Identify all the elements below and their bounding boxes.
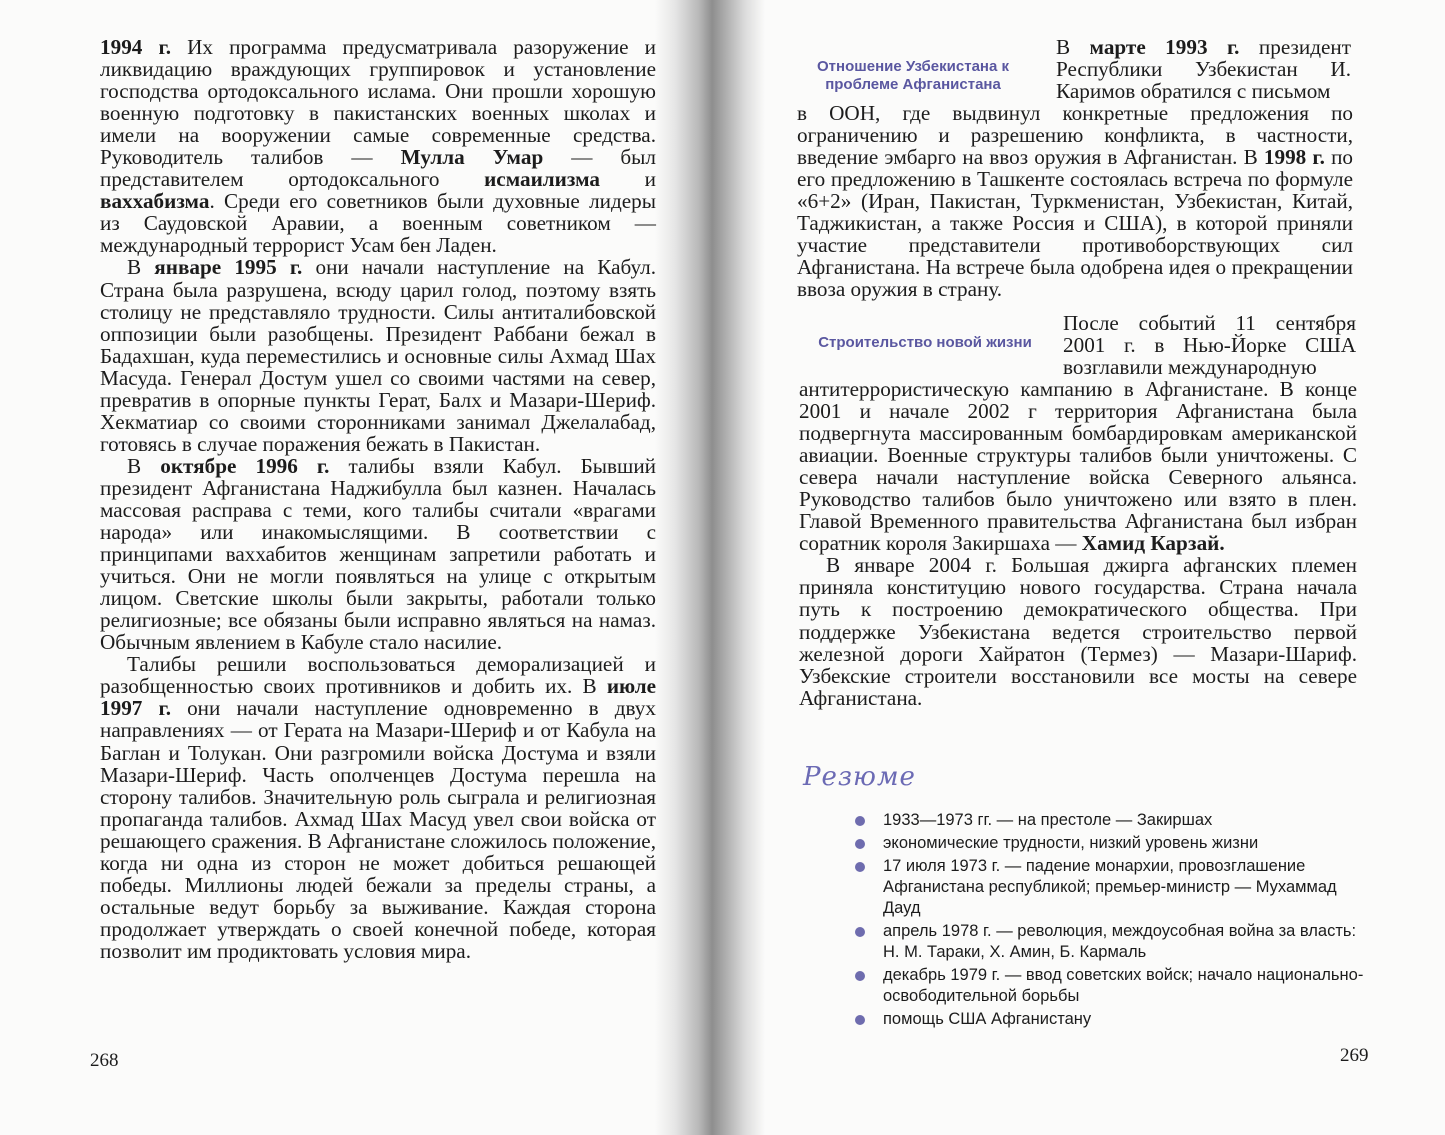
summary-item-text: декабрь 1979 г. — ввод советских войск; начало национально-освободительной борьбы (883, 966, 1364, 1005)
text-run: В январе 2004 г. Большая джирга афганских племен приняла конституцию нового государства. Страна начала путь к построению демократического общества. При поддержке Узбекистана ведется строительство первой железной дороги Хайратон (Термез) — Мазари-Шариф. Узбекские строители восстановили все мосты на севере Афганистана. (799, 553, 1357, 710)
bold-text: 1994 г. (100, 35, 171, 59)
text-run: и (599, 167, 656, 192)
summary-item (855, 833, 1375, 854)
sidebar-heading-uzbekistan: Отношение Узбекистана к проблеме Афганистана (817, 58, 1009, 93)
bold-text: январе 1995 г. (154, 255, 303, 280)
sidebar-heading-new-life: Строительство новой жизни (818, 334, 1032, 351)
bullet-icon (855, 816, 865, 826)
bold-text: октябре 1996 г. (160, 453, 330, 478)
paragraph (799, 554, 1357, 708)
left-page (0, 0, 680, 1135)
summary-item (855, 965, 1375, 1007)
bullet-icon (855, 839, 865, 849)
right-page (765, 0, 1445, 1135)
text-run: В (127, 453, 161, 478)
text-run: Их программа предусматривала разоружение и ликвидацию враждующих группировок и установление господства ортодоксального ислама. Они прошли хорошую военную подготовку в пакистанских военных школах и имели на вооружении самые современные средства. Руководитель талибов — (100, 35, 656, 170)
text-run: талибы взяли Кабул. Бывший президент Афганистана Наджибулла был казнен. Началась массовая расправа с теми, кого талибы считали «врагами народа» или инакомыслящими. В соответствии с принципами ваххабитов женщинам запретили работать и учиться. Они не могли появляться на улице с открытым лицом. Светские школы были закрыты, работали только религиозные; все обязаны были исправно являться на намаз. Обычным явлением в Кабуле стало насилие. (100, 453, 656, 655)
page-number: 269 (1340, 1045, 1369, 1066)
paragraph (100, 256, 656, 454)
bold-text: исмаилизма (484, 167, 600, 192)
bold-text: июле 1997 г. (100, 674, 656, 721)
text-run: . Среди его советников были духовные лидеры из Саудовской Аравии, а военным советником — международный террорист Усам бен Ладен. (100, 189, 656, 258)
bold-text: Мулла Умар (400, 145, 544, 170)
page-number: 268 (90, 1050, 119, 1071)
text-run: президент Республики Узбекистан И. Каримов обратился с письмом (1056, 35, 1351, 104)
paragraph-intro (1056, 36, 1351, 102)
summary-item (855, 810, 1375, 831)
summary-item-text: экономические трудности, низкий уровень жизни (883, 834, 1259, 852)
paragraph (100, 36, 656, 256)
bullet-icon (855, 927, 865, 937)
bold-text: Хамид Карзай. (1081, 531, 1225, 556)
text-run: — был представителем ортодоксального (100, 145, 656, 192)
text-run: они начали наступление на Кабул. Страна была разрушена, всюду царил голод, поэтому взять столицу не представляло трудности. Силы антиталибовской оппозиции были разобщены. Президент Раббани бежал в Бадахшан, куда переместились и основные силы Ахмад Шах Масуда. Генерал Достум ушел со своими частями на север, превратив в опорные пункты Герат, Балх и Мазари-Шериф. Хекматиар со своими сторонниками занимал Джелалабад, готовясь в случае поражения бежать в Пакистан. (100, 255, 656, 456)
paragraph-intro (1063, 312, 1356, 378)
summary-item (855, 1009, 1375, 1030)
text-run: в ООН, где выдвинул конкретные предложения по ограничению и разрешению конфликта, в частности, введение эмбарго на ввоз оружия в Афганистан. В (797, 101, 1353, 170)
text-run: В (127, 255, 155, 280)
bullet-icon (855, 862, 865, 872)
summary-item-text: 1933—1973 гг. — на престоле — Закиршах (883, 811, 1213, 829)
bold-text: марте 1993 г. (1089, 35, 1240, 59)
paragraph (799, 378, 1357, 709)
summary-list (855, 810, 1375, 1032)
summary-item-text: апрель 1978 г. — революция, междоусобная война за власть: Н. М. Тараки, Х. Амин, Б. Кармаль (883, 922, 1357, 961)
bullet-icon (855, 971, 865, 981)
text-run: После событий 11 сентября 2001 г. в Нью-Йорке США возглавили международную (1063, 311, 1356, 380)
paragraph (100, 455, 656, 653)
text-run: Талибы решили воспользоваться деморализацией и разобщенностью своих противников и добить их. В (100, 652, 656, 699)
summary-item-text: помощь США Афганистану (883, 1010, 1092, 1028)
summary-title: Резюме (803, 762, 916, 792)
bold-text: 1998 г. (1263, 145, 1325, 170)
left-page-text (100, 36, 656, 962)
paragraph (797, 102, 1353, 300)
text-run: они начали наступление одновременно в двух направлениях — от Герата на Мазари-Шериф и от Кабула на Баглан и Толукан. Они разгромили войска Достума и взяли Мазари-Шериф. Часть ополченцев Достума перешла на сторону талибов. Значительную роль сыграла и религиозная пропаганда талибов. Ахмад Шах Масуд увел свои войска от решающего сражения. В Афганистане сложилось положение, когда ни одна из сторон не может добиться решающей победы. Миллионы людей бежали за пределы страны, а остальные ведут борьбу за выживание. Каждая сторона продолжает утверждать о своей конечной победе, которая позволит им продиктовать условия мира. (100, 696, 656, 963)
bold-text: ваххабизма (100, 189, 210, 214)
summary-item-text: 17 июля 1973 г. — падение монархии, провозглашение Афганистана республикой; премьер-министр — Мухаммад Дауд (883, 857, 1337, 917)
summary-item (855, 856, 1375, 919)
paragraph-part (799, 378, 1357, 554)
summary-item (855, 921, 1375, 963)
bullet-icon (855, 1015, 865, 1025)
text-run: В (1056, 35, 1090, 59)
text-run: по его предложению в Ташкенте состоялась встреча по формуле «6+2» (Иран, Пакистан, Туркменистан, Узбекистан, Китай, Таджикистан, а также Россия и США), в которой приняли участие представители противоборствующих сил Афганистана. На встрече была одобрена идея о прекращении ввоза оружия в страну. (797, 145, 1353, 302)
paragraph (100, 653, 656, 962)
text-run: антитеррористическую кампанию в Афганистане. В конце 2001 и начале 2002 г территория Афганистана была подвергнута массированным бомбардировкам американской авиации. Военные структуры талибов были уничтожены. С севера начали наступление войска Северного альянса. Руководство талибов было уничтожено или взято в плен. Главой Временного правительства Афганистана был избран соратник короля Закиршаха — (799, 377, 1357, 556)
